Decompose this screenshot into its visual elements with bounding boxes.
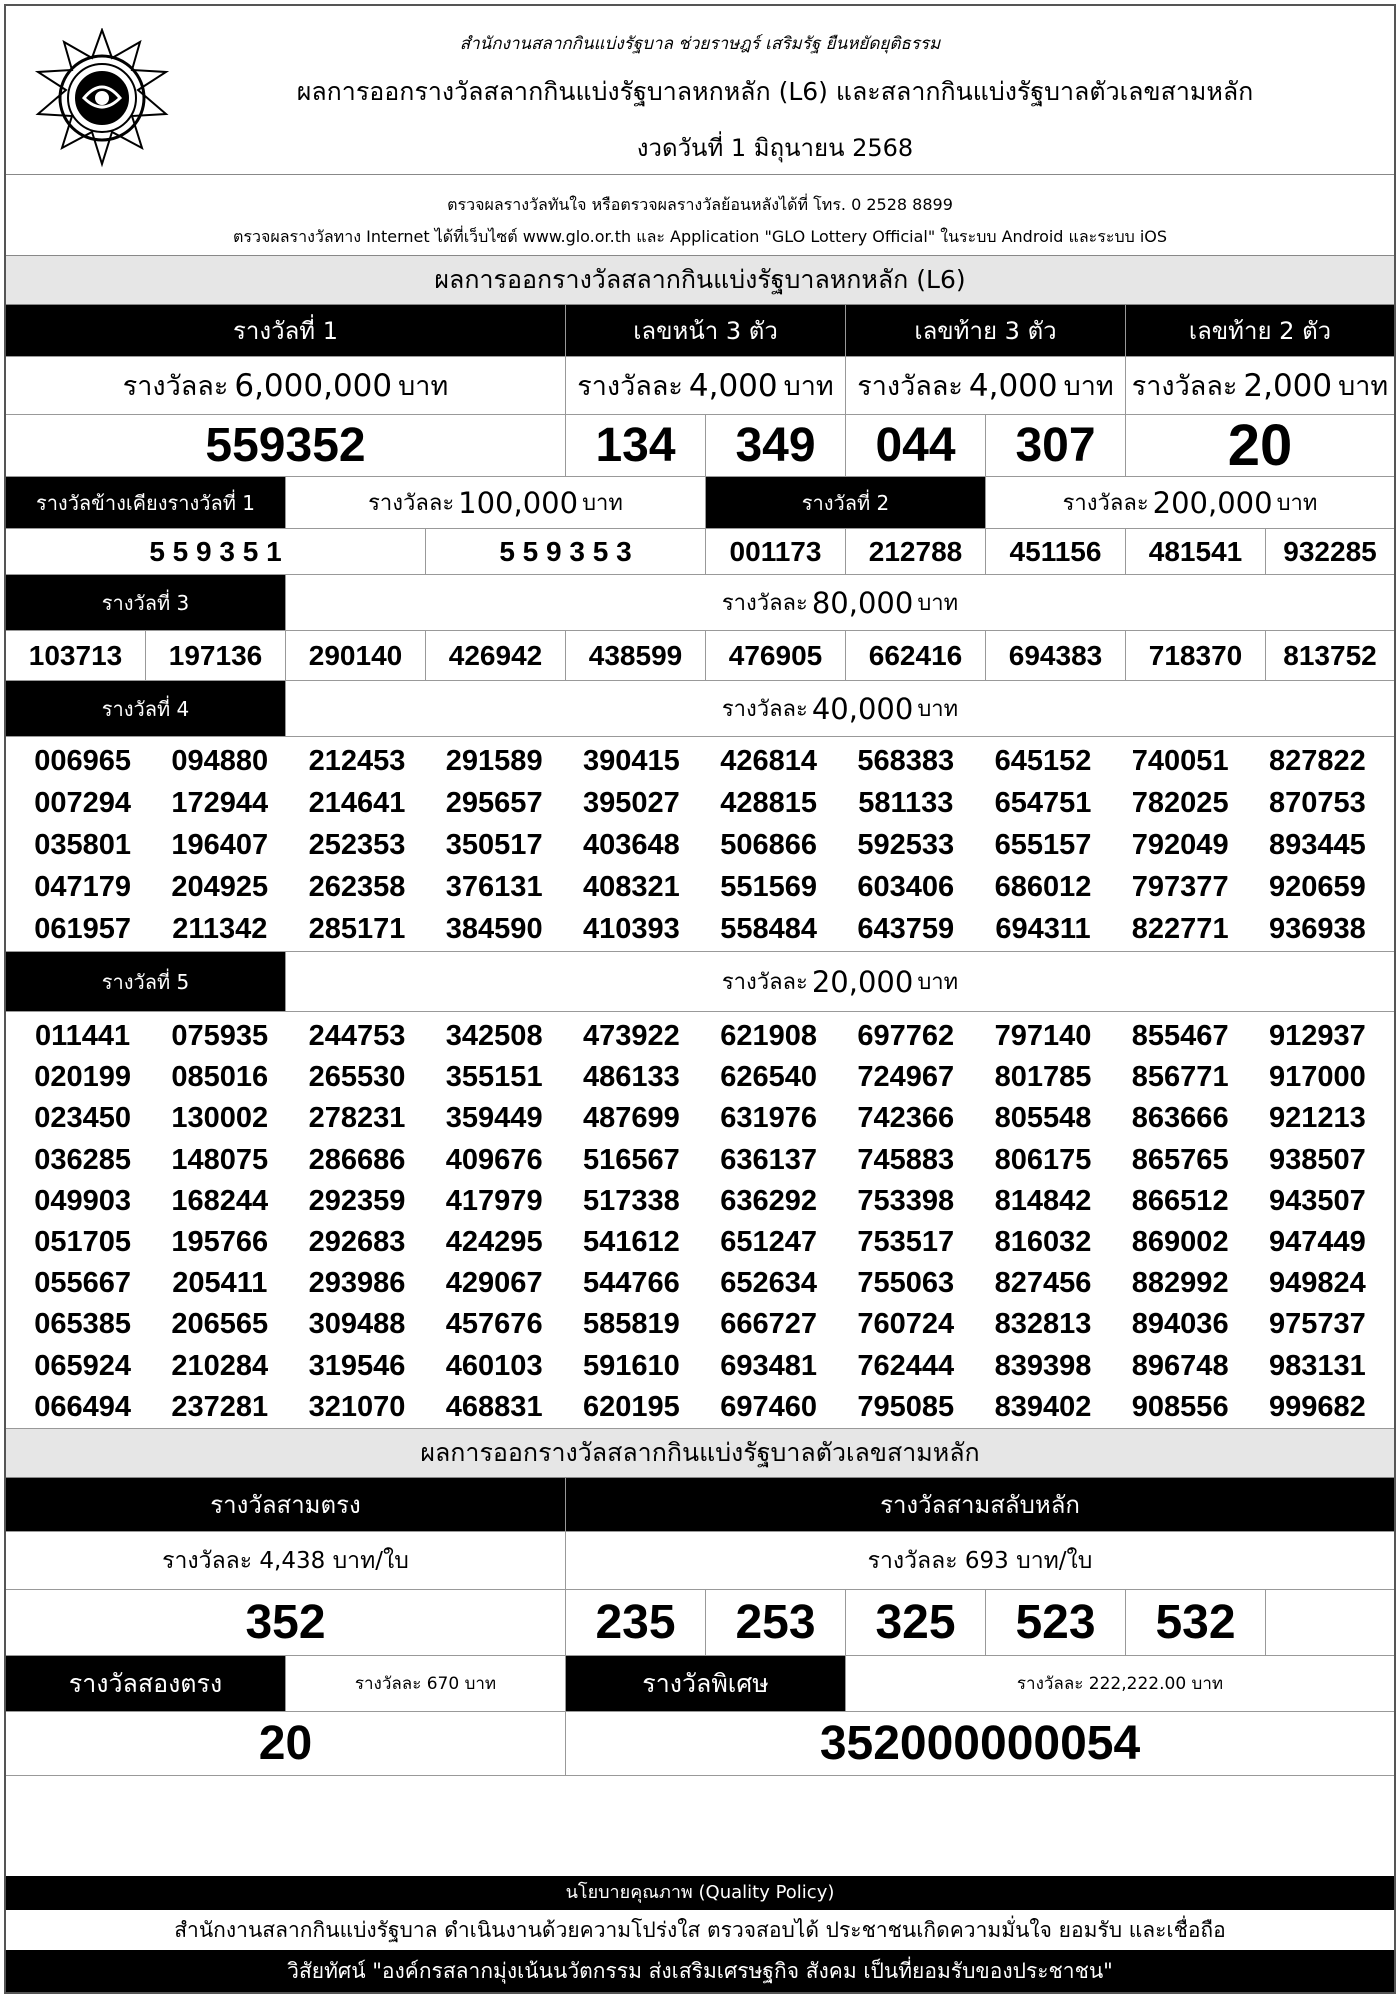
prize-number: 643759 — [857, 913, 955, 945]
last2-amount — [1126, 357, 1394, 414]
amount-prefix: รางวัลละ — [857, 371, 963, 402]
third-prize-number: 476905 — [706, 631, 846, 680]
prize-number: 426814 — [720, 745, 817, 777]
prize-number: 585819 — [583, 1308, 680, 1341]
prize-number: 262358 — [308, 871, 406, 903]
prize-number: 753398 — [857, 1184, 955, 1217]
prize-number: 210284 — [171, 1349, 269, 1382]
swap3-number: 253 — [706, 1590, 846, 1655]
prize-number: 912937 — [1269, 1020, 1366, 1052]
prize-number: 292359 — [308, 1184, 406, 1217]
near-prize-number: 5 5 9 3 5 1 — [6, 529, 426, 574]
web-info: ตรวจผลรางวัลทาง Internet ได้ที่เว็บไซต์ www.glo.or.th และ Application "GLO Lottery Official" ในระบบ Android และระบบ iOS — [232, 227, 1168, 246]
prize-number: 205411 — [172, 1267, 268, 1300]
prize-number: 762444 — [857, 1349, 955, 1382]
amount-unit: บาท — [783, 371, 834, 402]
prize-number: 211342 — [172, 913, 268, 945]
straight2-amount: รางวัลละ 670 บาท — [286, 1656, 566, 1711]
swap3-number: 532 — [1126, 1590, 1266, 1655]
prize-number: 204925 — [171, 871, 269, 903]
prize-number: 827822 — [1269, 745, 1366, 777]
last2-label: เลขท้าย 2 ตัว — [1126, 305, 1394, 356]
fifth-prize-number-grid — [6, 1012, 1394, 1429]
prize-number: 894036 — [1131, 1308, 1229, 1341]
straight3-label: รางวัลสามตรง — [6, 1478, 566, 1531]
prize-number: 870753 — [1269, 787, 1366, 819]
prize-number: 516567 — [583, 1143, 680, 1176]
amount-prefix: รางวัลละ — [577, 371, 683, 402]
quality-policy-title: นโยบายคุณภาพ (Quality Policy) — [6, 1876, 1394, 1910]
footer — [6, 1876, 1394, 1992]
prize-number: 591610 — [583, 1349, 680, 1382]
prize-number: 293986 — [308, 1267, 406, 1300]
straight2-number: 20 — [6, 1712, 566, 1775]
third-prize-number: 694383 — [986, 631, 1126, 680]
second-prize-label: รางวัลที่ 2 — [706, 477, 986, 528]
prize-number: 621908 — [720, 1020, 817, 1052]
first-prize-label: รางวัลที่ 1 — [6, 305, 566, 356]
prize-number: 795085 — [857, 1390, 955, 1423]
prize-number: 309488 — [308, 1308, 406, 1341]
prize-number: 214641 — [308, 787, 406, 819]
prize-number: 694311 — [995, 913, 1091, 945]
prize-number: 195766 — [171, 1225, 269, 1258]
amount-prefix: รางวัลละ — [721, 697, 808, 722]
prize-number: 075935 — [171, 1020, 269, 1052]
prize-number: 655157 — [994, 829, 1092, 861]
prize-number: 666727 — [720, 1308, 817, 1341]
prize-number: 753517 — [857, 1225, 955, 1258]
third-prize-number: 718370 — [1126, 631, 1266, 680]
prize-number: 066494 — [34, 1390, 131, 1423]
prize-number: 473922 — [583, 1020, 680, 1052]
n3-number-row — [6, 1590, 1394, 1656]
phone-info: ตรวจผลรางวัลทันใจ หรือตรวจผลรางวัลย้อนหลังได้ที่ โทร. 0 2528 8899 — [447, 195, 953, 214]
amount-unit: บาท — [1063, 371, 1114, 402]
prize-number: 342508 — [445, 1020, 543, 1052]
amount-value: 40,000 — [811, 691, 914, 726]
near-second-number-row — [6, 529, 1394, 575]
third-prize-number: 197136 — [146, 631, 286, 680]
second-prize-amount — [986, 477, 1394, 528]
third-prize-header-row — [6, 575, 1394, 631]
prize-number: 390415 — [583, 745, 680, 777]
prize-number: 252353 — [308, 829, 406, 861]
prize-number: 051705 — [34, 1225, 131, 1258]
swap3-number: 325 — [846, 1590, 986, 1655]
prize-number: 742366 — [857, 1102, 955, 1135]
last3-amount — [846, 357, 1126, 414]
prize-number: 544766 — [583, 1267, 680, 1300]
prize-number: 319546 — [308, 1349, 406, 1382]
prize-number: 865765 — [1131, 1143, 1229, 1176]
amount-unit: บาท — [917, 697, 959, 722]
prize-number: 592533 — [857, 829, 955, 861]
prize-number: 403648 — [583, 829, 680, 861]
prize-number: 949824 — [1269, 1267, 1366, 1300]
prize-number: 686012 — [994, 871, 1092, 903]
prize-number: 409676 — [445, 1143, 543, 1176]
prize-number: 244753 — [308, 1020, 406, 1052]
prize-number: 085016 — [171, 1061, 269, 1094]
prize-number: 286686 — [308, 1143, 406, 1176]
prize-number: 893445 — [1269, 829, 1366, 861]
fifth-prize-header-row — [6, 952, 1394, 1012]
prize-number: 654751 — [994, 787, 1092, 819]
amount-unit: บาท — [398, 371, 449, 402]
last2-number: 20 — [1227, 413, 1293, 478]
amount-prefix: รางวัลละ — [122, 371, 229, 402]
prize-number: 292683 — [308, 1225, 406, 1258]
prize-number: 856771 — [1131, 1061, 1229, 1094]
front3-amount — [566, 357, 846, 414]
prize-number: 460103 — [445, 1349, 543, 1382]
straight3-number: 352 — [6, 1590, 566, 1655]
amount-value: 100,000 — [458, 485, 579, 520]
prize-number: 938507 — [1269, 1143, 1366, 1176]
prize-number: 869002 — [1131, 1225, 1229, 1258]
prize-number: 855467 — [1131, 1020, 1229, 1052]
n2-special-number-row — [6, 1712, 1394, 1776]
top-prize-number-row — [6, 415, 1394, 477]
prize-number: 468831 — [445, 1390, 543, 1423]
lottery-result-sheet — [4, 4, 1396, 1994]
prize-number: 278231 — [308, 1102, 406, 1135]
prize-number: 816032 — [994, 1225, 1092, 1258]
third-prize-amount — [286, 575, 1394, 630]
special-prize-amount: รางวัลละ 222,222.00 บาท — [1016, 1674, 1224, 1694]
prize-number: 350517 — [445, 829, 543, 861]
prize-number: 355151 — [445, 1061, 543, 1094]
top-prize-header-row — [6, 305, 1394, 357]
prize-number: 006965 — [34, 745, 131, 777]
prize-number: 384590 — [445, 913, 543, 945]
prize-number: 321070 — [308, 1390, 406, 1423]
prize-number: 745883 — [857, 1143, 955, 1176]
prize-number: 983131 — [1269, 1349, 1366, 1382]
last3-number: 044 — [846, 415, 986, 476]
swap3-amount: รางวัลละ 693 บาท/ใบ — [867, 1547, 1093, 1574]
prize-number: 636137 — [720, 1143, 817, 1176]
amount-prefix: รางวัลละ — [721, 970, 808, 995]
prize-number: 760724 — [857, 1308, 955, 1341]
prize-number: 943507 — [1269, 1184, 1366, 1217]
third-prize-number: 662416 — [846, 631, 986, 680]
second-prize-number: 932285 — [1283, 535, 1377, 567]
prize-number: 693481 — [720, 1349, 817, 1382]
prize-number: 094880 — [171, 745, 269, 777]
amount-value: 20,000 — [811, 964, 914, 999]
front3-label: เลขหน้า 3 ตัว — [566, 305, 846, 356]
prize-number: 908556 — [1131, 1390, 1229, 1423]
quality-policy-statement: สำนักงานสลากกินแบ่งรัฐบาล ดำเนินงานด้วยความโปร่งใส ตรวจสอบได้ ประชาชนเกิดความมั่นใจ ยอมรับ และเชื่อถือ — [174, 1918, 1226, 1942]
prize-number: 065385 — [34, 1308, 131, 1341]
swap3-number: 523 — [986, 1590, 1126, 1655]
header — [6, 6, 1394, 175]
prize-number: 896748 — [1131, 1349, 1229, 1382]
amount-unit: บาท — [582, 491, 623, 516]
amount-value: 2,000 — [1243, 367, 1333, 404]
prize-number: 541612 — [583, 1225, 680, 1258]
prize-number: 797377 — [1131, 871, 1229, 903]
straight3-amount: รางวัลละ 4,438 บาท/ใบ — [6, 1532, 566, 1589]
prize-number: 882992 — [1131, 1267, 1229, 1300]
prize-number: 457676 — [445, 1308, 543, 1341]
prize-number: 007294 — [34, 787, 131, 819]
prize-number: 023450 — [34, 1102, 131, 1135]
prize-number: 782025 — [1131, 787, 1229, 819]
amount-prefix: รางวัลละ — [721, 591, 808, 616]
prize-number: 036285 — [34, 1143, 131, 1176]
straight2-label: รางวัลสองตรง — [6, 1656, 286, 1711]
amount-prefix: รางวัลละ — [1062, 491, 1149, 516]
prize-number: 975737 — [1269, 1308, 1366, 1341]
amount-unit: บาท — [1338, 371, 1389, 402]
first-prize-amount — [6, 357, 566, 414]
fifth-prize-label: รางวัลที่ 5 — [6, 952, 286, 1011]
prize-number: 517338 — [583, 1184, 680, 1217]
near-second-header-row — [6, 477, 1394, 529]
prize-number: 291589 — [445, 745, 543, 777]
prize-number: 645152 — [994, 745, 1092, 777]
prize-number: 620195 — [583, 1390, 680, 1423]
prize-number: 806175 — [994, 1143, 1092, 1176]
prize-number: 558484 — [720, 913, 817, 945]
prize-number: 285171 — [308, 913, 406, 945]
first-prize-number: 559352 — [6, 415, 566, 476]
third-prize-number: 426942 — [426, 631, 566, 680]
third-prize-number: 103713 — [6, 631, 146, 680]
prize-number: 047179 — [34, 871, 131, 903]
second-prize-number: 001173 — [706, 529, 846, 574]
prize-number: 863666 — [1131, 1102, 1229, 1135]
swap3-number: 235 — [566, 1590, 706, 1655]
prize-number: 486133 — [583, 1061, 680, 1094]
prize-number: 740051 — [1131, 745, 1229, 777]
amount-value: 4,000 — [688, 367, 778, 404]
third-prize-number: 438599 — [566, 631, 706, 680]
prize-number: 827456 — [994, 1267, 1092, 1300]
prize-number: 487699 — [583, 1102, 680, 1135]
prize-number: 636292 — [720, 1184, 817, 1217]
fourth-prize-header-row — [6, 681, 1394, 737]
prize-number: 055667 — [34, 1267, 131, 1300]
prize-number: 417979 — [445, 1184, 543, 1217]
prize-number: 626540 — [720, 1061, 817, 1094]
amount-value: 4,000 — [968, 367, 1058, 404]
front3-number: 134 — [566, 415, 706, 476]
prize-number: 011441 — [35, 1020, 131, 1052]
prize-number: 395027 — [583, 787, 680, 819]
amount-value: 6,000,000 — [234, 367, 393, 404]
amount-unit: บาท — [917, 970, 959, 995]
prize-number: 947449 — [1269, 1225, 1366, 1258]
prize-number: 206565 — [171, 1308, 269, 1341]
last3-number: 307 — [986, 415, 1126, 476]
prize-number: 755063 — [857, 1267, 955, 1300]
near-prize-amount — [286, 477, 706, 528]
prize-number: 428815 — [720, 787, 817, 819]
prize-number: 168244 — [171, 1184, 269, 1217]
prize-number: 196407 — [171, 829, 269, 861]
l6-section-title: ผลการออกรางวัลสลากกินแบ่งรัฐบาลหกหลัก (L6) — [6, 256, 1394, 305]
third-prize-number: 813752 — [1283, 639, 1377, 671]
prize-number: 049903 — [34, 1184, 131, 1217]
prize-number: 839398 — [994, 1349, 1092, 1382]
prize-number: 631976 — [720, 1102, 817, 1135]
second-prize-number: 212788 — [846, 529, 986, 574]
prize-number: 822771 — [1131, 913, 1229, 945]
amount-prefix: รางวัลละ — [368, 491, 455, 516]
prize-number: 652634 — [720, 1267, 817, 1300]
prize-number: 921213 — [1269, 1102, 1366, 1135]
prize-number: 651247 — [720, 1225, 817, 1258]
amount-value: 80,000 — [811, 585, 914, 620]
prize-number: 866512 — [1131, 1184, 1229, 1217]
prize-number: 697762 — [857, 1020, 955, 1052]
third-prize-label: รางวัลที่ 3 — [6, 575, 286, 630]
prize-number: 697460 — [720, 1390, 817, 1423]
check-info — [6, 175, 1394, 256]
draw-date: งวดวันที่ 1 มิถุนายน 2568 — [636, 134, 914, 162]
n3-header-row — [6, 1478, 1394, 1532]
front3-number: 349 — [706, 415, 846, 476]
last3-label: เลขท้าย 3 ตัว — [846, 305, 1126, 356]
prize-number: 212453 — [308, 745, 406, 777]
prize-number: 724967 — [857, 1061, 955, 1094]
prize-number: 603406 — [857, 871, 955, 903]
prize-number: 814842 — [994, 1184, 1092, 1217]
prize-number: 797140 — [994, 1020, 1092, 1052]
amount-unit: บาท — [917, 591, 959, 616]
fourth-prize-amount — [286, 681, 1394, 736]
prize-number: 917000 — [1269, 1061, 1366, 1094]
special-prize-number: 352000000054 — [819, 1717, 1141, 1770]
prize-number: 359449 — [445, 1102, 543, 1135]
prize-number: 839402 — [994, 1390, 1092, 1423]
prize-number: 065924 — [34, 1349, 131, 1382]
prize-number: 061957 — [34, 913, 131, 945]
prize-number: 999682 — [1269, 1390, 1366, 1423]
prize-number: 506866 — [720, 829, 817, 861]
prize-number: 920659 — [1269, 871, 1366, 903]
prize-number: 130002 — [171, 1102, 269, 1135]
prize-number: 568383 — [857, 745, 955, 777]
amount-value: 200,000 — [1152, 485, 1273, 520]
special-prize-label: รางวัลพิเศษ — [566, 1656, 846, 1711]
prize-number: 295657 — [445, 787, 543, 819]
second-prize-number: 481541 — [1126, 529, 1266, 574]
amount-unit: บาท — [1276, 491, 1318, 516]
prize-number: 237281 — [171, 1390, 269, 1423]
near-prize-label: รางวัลข้างเคียงรางวัลที่ 1 — [6, 477, 286, 528]
prize-number: 172944 — [171, 787, 269, 819]
n3-amount-row — [6, 1532, 1394, 1590]
prize-number: 936938 — [1269, 913, 1366, 945]
prize-number: 410393 — [583, 913, 680, 945]
second-prize-number: 451156 — [986, 529, 1126, 574]
third-prize-number-row — [6, 631, 1394, 681]
fifth-prize-amount — [286, 952, 1394, 1011]
amount-prefix: รางวัลละ — [1131, 371, 1238, 402]
prize-number: 020199 — [34, 1061, 131, 1094]
prize-number: 035801 — [34, 829, 131, 861]
vision-statement: วิสัยทัศน์ "องค์กรสลากมุ่งเน้นนวัตกรรม ส่งเสริมเศรษฐกิจ สังคม เป็นที่ยอมรับของประชาชน" — [6, 1950, 1394, 1992]
prize-number: 805548 — [994, 1102, 1092, 1135]
n2-special-header-row — [6, 1656, 1394, 1712]
prize-number: 376131 — [445, 871, 543, 903]
prize-number: 551569 — [720, 871, 817, 903]
third-prize-number: 290140 — [286, 631, 426, 680]
top-prize-amount-row — [6, 357, 1394, 415]
prize-number: 832813 — [994, 1308, 1092, 1341]
fourth-prize-number-grid — [6, 737, 1394, 952]
prize-number: 801785 — [994, 1061, 1092, 1094]
prize-number: 792049 — [1131, 829, 1229, 861]
prize-number: 408321 — [583, 871, 680, 903]
prize-number: 148075 — [171, 1143, 269, 1176]
org-motto: สำนักงานสลากกินแบ่งรัฐบาล ช่วยราษฎร์ เสริมรัฐ ยืนหยัดยุติธรรม — [459, 34, 941, 54]
prize-number: 429067 — [445, 1267, 543, 1300]
swap3-label: รางวัลสามสลับหลัก — [566, 1478, 1394, 1531]
fourth-prize-label: รางวัลที่ 4 — [6, 681, 286, 736]
prize-number: 265530 — [308, 1061, 406, 1094]
empty-cell — [1266, 1590, 1394, 1655]
near-prize-number: 5 5 9 3 5 3 — [426, 529, 706, 574]
page-title: ผลการออกรางวัลสลากกินแบ่งรัฐบาลหกหลัก (L6) และสลากกินแบ่งรัฐบาลตัวเลขสามหลัก — [296, 77, 1254, 106]
prize-number: 424295 — [445, 1225, 543, 1258]
prize-number: 581133 — [858, 787, 954, 819]
n3-section-title: ผลการออกรางวัลสลากกินแบ่งรัฐบาลตัวเลขสามหลัก — [6, 1429, 1394, 1478]
